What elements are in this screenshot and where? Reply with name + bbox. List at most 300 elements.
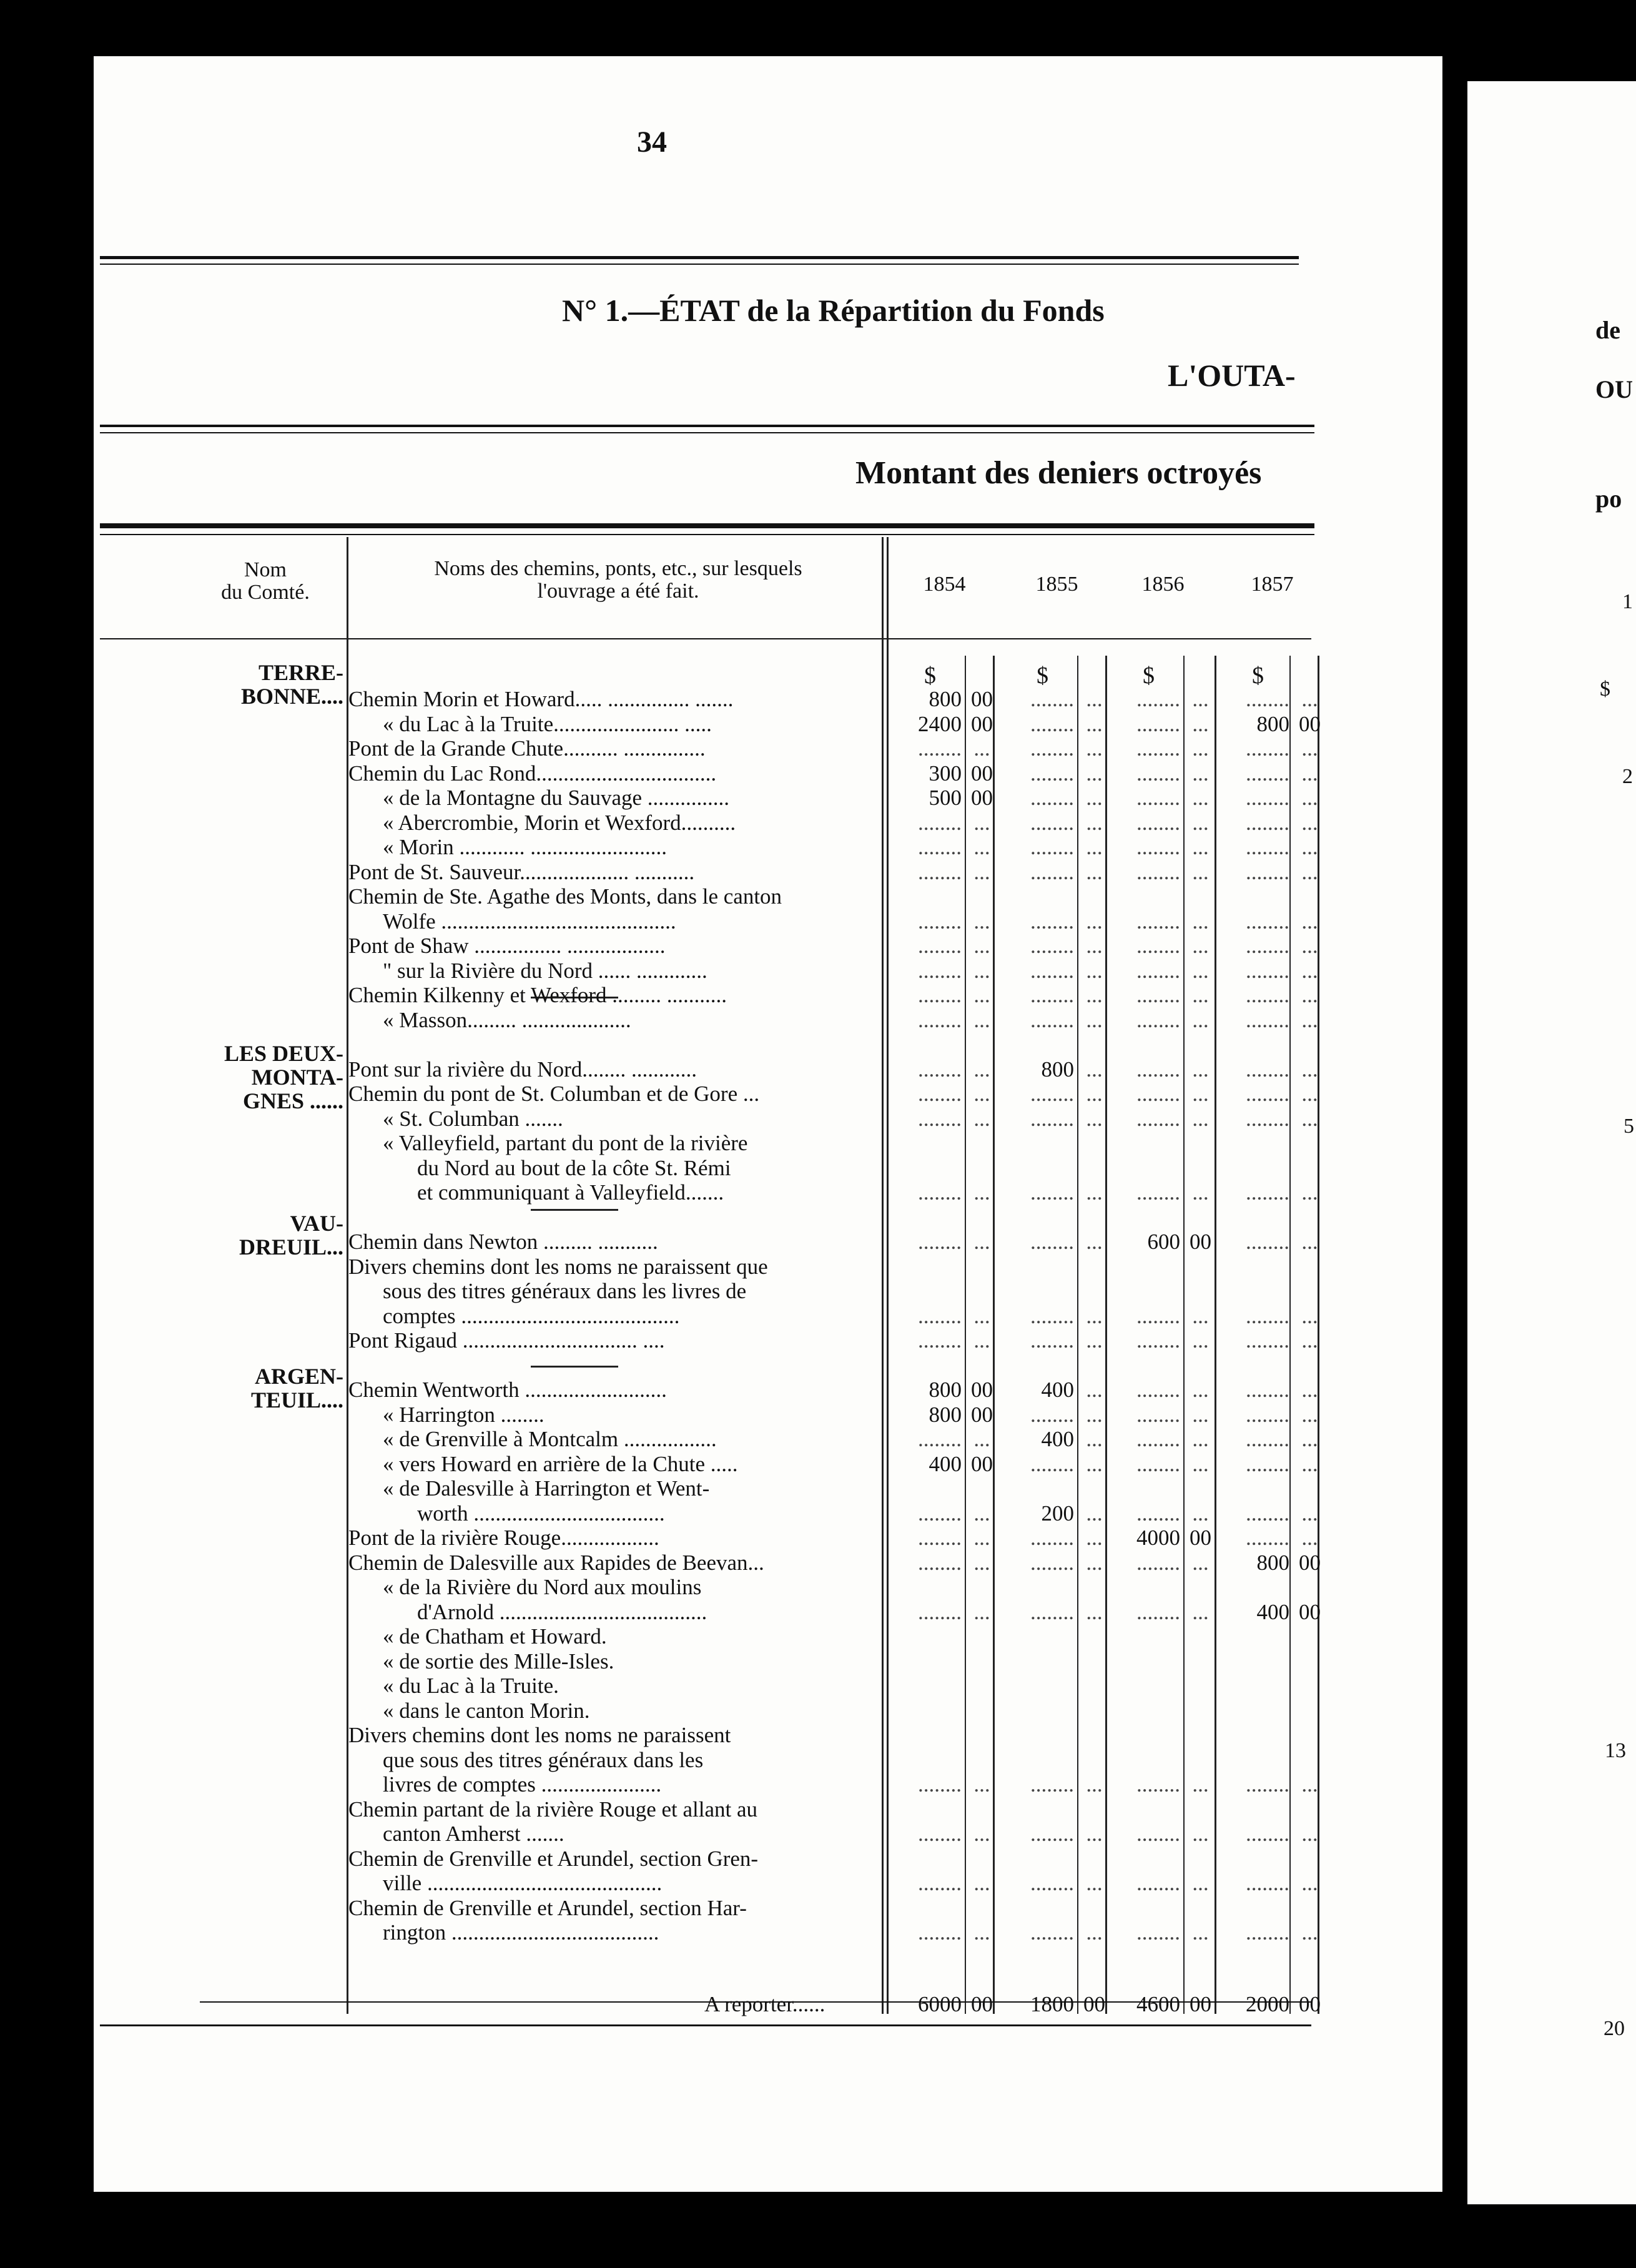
amount-cents: 00 — [971, 1402, 993, 1427]
amount-cents: ... — [1301, 958, 1318, 983]
amount-dollars: ........ — [918, 1230, 962, 1254]
table-row — [261, 1131, 1248, 1155]
work-description: « vers Howard en arrière de la Chute ..... — [383, 1451, 738, 1476]
amount-cents: ... — [1301, 1501, 1318, 1526]
work-description: « de Chatham et Howard. — [383, 1624, 607, 1649]
amount-dollars: ........ — [1246, 859, 1289, 884]
amount-cents: ... — [1086, 1057, 1103, 1082]
dollar-sign: $ — [924, 663, 936, 689]
work-description: « du Lac à la Truite....................... ..... — [383, 711, 712, 736]
amount-cents: ... — [1192, 1057, 1209, 1082]
amount-cents: ... — [1086, 810, 1103, 835]
table-row — [261, 1896, 1248, 1920]
amount-dollars: ........ — [1136, 1772, 1180, 1797]
amount-dollars: ........ — [1246, 1106, 1289, 1131]
amount-dollars: ........ — [1246, 687, 1289, 711]
right-page-fragment: $ — [1600, 678, 1610, 701]
amount-cents: ... — [1192, 1451, 1209, 1476]
amount-dollars: ........ — [1030, 835, 1074, 859]
work-description: comptes ........................................ — [383, 1303, 680, 1328]
amount-cents: ... — [1192, 1822, 1209, 1846]
amount-cents: ... — [1301, 1871, 1318, 1895]
amount-cents: ... — [1086, 1772, 1103, 1797]
amount-cents: ... — [1192, 1427, 1209, 1451]
work-description: du Nord au bout de la côte St. Rémi — [417, 1155, 731, 1180]
amount-cents: ... — [1086, 1303, 1103, 1328]
work-description: rington ...................................... — [383, 1920, 659, 1945]
amount-dollars: ........ — [1246, 983, 1289, 1007]
amount-dollars: ........ — [1246, 1402, 1289, 1427]
amount-dollars: ........ — [1136, 1082, 1180, 1106]
amount-dollars: ........ — [1246, 1328, 1289, 1353]
table-row — [261, 810, 1318, 835]
amount-dollars: ........ — [918, 1082, 962, 1106]
amount-dollars: ........ — [1136, 687, 1180, 711]
amount-dollars: ........ — [918, 1550, 962, 1575]
header-year-1856: 1856 — [1141, 573, 1185, 596]
table-row — [261, 1230, 1318, 1254]
amount-cents: ... — [1086, 687, 1103, 711]
amount-dollars: ........ — [1136, 1427, 1180, 1451]
header-year-1855: 1855 — [1035, 573, 1078, 596]
table-row — [261, 761, 1318, 786]
amount-dollars: ........ — [1246, 1822, 1289, 1846]
amount-dollars: ........ — [1136, 1822, 1180, 1846]
amount-cents: 00 — [1299, 711, 1321, 736]
amount-cents: 00 — [971, 1451, 993, 1476]
right-page-fragment: 13 — [1605, 1739, 1626, 1762]
amount-cents: 00 — [971, 786, 993, 810]
total-cents: 00 — [971, 1992, 993, 2016]
amount-dollars: ........ — [918, 1526, 962, 1550]
amount-cents: ... — [1192, 835, 1209, 859]
right-page-fragment: 20 — [1604, 2017, 1625, 2040]
amount-cents: ... — [973, 1007, 990, 1032]
amount-dollars: 400 — [929, 1451, 962, 1476]
amount-cents: ... — [1301, 1772, 1318, 1797]
county-name: TERRE- BONNE.... — [240, 660, 343, 709]
amount-cents: ... — [973, 909, 990, 934]
amount-dollars: ........ — [918, 958, 962, 983]
amount-dollars: ........ — [1030, 1871, 1074, 1895]
amount-dollars: ........ — [1030, 1920, 1074, 1945]
amount-cents: ... — [1086, 934, 1103, 958]
amount-cents: 00 — [1190, 1526, 1211, 1550]
amount-dollars: ........ — [1030, 1526, 1074, 1550]
amount-dollars: ........ — [1136, 810, 1180, 835]
amount-dollars: ........ — [1246, 1451, 1289, 1476]
amount-cents: ... — [1301, 835, 1318, 859]
amount-dollars: ........ — [1030, 687, 1074, 711]
amount-dollars: ........ — [918, 1057, 962, 1082]
amount-dollars: 800 — [1256, 711, 1289, 736]
amount-cents: ... — [1192, 1871, 1209, 1895]
amount-cents: ... — [1192, 1550, 1209, 1575]
work-description: Pont de Shaw ................ .................. — [348, 934, 666, 958]
table-row — [261, 909, 1318, 934]
amount-dollars: ........ — [1030, 810, 1074, 835]
amount-cents: ... — [1192, 1501, 1209, 1526]
amount-dollars: ........ — [918, 835, 962, 859]
work-description: Wolfe ........................................... — [383, 909, 676, 934]
amount-dollars: 800 — [1041, 1057, 1074, 1082]
amount-dollars: 2400 — [918, 711, 962, 736]
amount-dollars: ........ — [1246, 1871, 1289, 1895]
amount-dollars: ........ — [1246, 1427, 1289, 1451]
table-row — [261, 1748, 1248, 1772]
amount-cents: ... — [1192, 761, 1209, 786]
amount-cents: ... — [1192, 786, 1209, 810]
table-row — [261, 736, 1318, 761]
work-description: Chemin du Lac Rond................................. — [348, 761, 717, 786]
amount-cents: ... — [1192, 1082, 1209, 1106]
amount-dollars: ........ — [1030, 958, 1074, 983]
amount-cents: ... — [1301, 1328, 1318, 1353]
title-rule-thin — [100, 432, 1314, 433]
table-title: N° 1.—ÉTAT de la Répartition du Fonds — [562, 293, 1105, 328]
amount-cents: ... — [1086, 1402, 1103, 1427]
amount-dollars: ........ — [1136, 1328, 1180, 1353]
amount-cents: ... — [1301, 1427, 1318, 1451]
amount-dollars: ........ — [1030, 1007, 1074, 1032]
table-row — [261, 1279, 1248, 1303]
amount-cents: ... — [1192, 1180, 1209, 1205]
amount-cents: ... — [1301, 1057, 1318, 1082]
amount-cents: ... — [973, 835, 990, 859]
amount-dollars: ........ — [918, 983, 962, 1007]
amount-dollars: ........ — [918, 1822, 962, 1846]
table-row — [261, 687, 1318, 711]
table-row — [261, 1501, 1318, 1526]
work-description: Chemin du pont de St. Columban et de Gore ... — [348, 1082, 760, 1106]
amount-dollars: ........ — [1030, 1230, 1074, 1254]
work-description: « de Dalesville à Harrington et Went- — [383, 1476, 710, 1501]
amount-dollars: ........ — [1030, 761, 1074, 786]
amount-cents: ... — [1301, 1920, 1318, 1945]
work-description: « de sortie des Mille-Isles. — [383, 1649, 614, 1674]
amount-cents: ... — [973, 1230, 990, 1254]
amount-dollars: 300 — [929, 761, 962, 786]
amount-dollars: 600 — [1147, 1230, 1180, 1254]
amount-cents: ... — [1301, 1180, 1318, 1205]
table-row — [261, 1007, 1318, 1032]
amount-cents: ... — [1192, 1106, 1209, 1131]
amount-dollars: ........ — [1136, 1303, 1180, 1328]
work-description: worth ................................... — [417, 1501, 665, 1526]
amount-dollars: ........ — [1030, 736, 1074, 761]
amount-cents: ... — [1086, 1106, 1103, 1131]
amount-dollars: ........ — [1136, 1180, 1180, 1205]
amount-cents: ... — [1086, 1501, 1103, 1526]
amount-cents: ... — [1086, 983, 1103, 1007]
amount-cents: ... — [1086, 786, 1103, 810]
amount-cents: ... — [1301, 1303, 1318, 1328]
amount-cents: ... — [973, 1106, 990, 1131]
amount-cents: ... — [1086, 1451, 1103, 1476]
amount-dollars: ........ — [918, 1427, 962, 1451]
county-name: ARGEN- TEUIL.... — [250, 1364, 343, 1413]
amount-cents: ... — [1192, 909, 1209, 934]
work-description: « de Grenville à Montcalm ................. — [383, 1427, 717, 1451]
amount-cents: ... — [1192, 1920, 1209, 1945]
table-row — [261, 1772, 1318, 1797]
amount-dollars: ........ — [1136, 1920, 1180, 1945]
amount-dollars: ........ — [1246, 835, 1289, 859]
amount-dollars: ........ — [1136, 983, 1180, 1007]
header-rule-thick — [100, 523, 1314, 528]
amount-dollars: ........ — [1246, 1057, 1289, 1082]
amount-dollars: ........ — [1136, 1550, 1180, 1575]
amount-dollars: ........ — [1136, 958, 1180, 983]
amount-cents: ... — [1192, 736, 1209, 761]
bottom-rule — [100, 2024, 1311, 2026]
amount-dollars: 200 — [1041, 1501, 1074, 1526]
amount-dollars: ........ — [1136, 1599, 1180, 1624]
right-page-fragment: 5 — [1624, 1115, 1634, 1138]
top-rule-thin — [100, 264, 1299, 265]
amount-dollars: ........ — [1030, 1402, 1074, 1427]
table-row — [261, 1822, 1318, 1846]
work-description: Pont de St. Sauveur.................... ........... — [348, 859, 695, 884]
amount-dollars: 4000 — [1136, 1526, 1180, 1550]
amount-cents: ... — [973, 810, 990, 835]
amount-dollars: ........ — [1136, 786, 1180, 810]
amount-dollars: ........ — [918, 1303, 962, 1328]
work-description: « Valleyfield, partant du pont de la rivière — [383, 1131, 748, 1155]
amount-cents: 00 — [1299, 1599, 1321, 1624]
work-description: Chemin Morin et Howard..... ............... ....... — [348, 687, 734, 711]
table-row — [261, 1082, 1318, 1106]
amount-dollars: ........ — [1136, 711, 1180, 736]
total-cents: 00 — [1299, 1992, 1321, 2016]
amount-cents: ... — [1301, 1402, 1318, 1427]
table-row — [261, 1427, 1318, 1451]
table-row — [261, 1575, 1248, 1599]
amount-dollars: ........ — [1030, 1822, 1074, 1846]
work-description: d'Arnold ...................................... — [417, 1599, 707, 1624]
amount-dollars: ........ — [1246, 909, 1289, 934]
amount-cents: ... — [1301, 1007, 1318, 1032]
table-row — [261, 1057, 1318, 1082]
amount-cents: ... — [1192, 1007, 1209, 1032]
amount-cents: ... — [1086, 711, 1103, 736]
amount-dollars: ........ — [1246, 1526, 1289, 1550]
table-row — [261, 1846, 1248, 1871]
amount-cents: ... — [1301, 1822, 1318, 1846]
amount-cents: ... — [973, 1501, 990, 1526]
amount-dollars: ........ — [1246, 736, 1289, 761]
work-description: Divers chemins dont les noms ne paraissent que — [348, 1254, 768, 1279]
table-row — [261, 1599, 1321, 1624]
amount-dollars: ........ — [918, 1106, 962, 1131]
amount-dollars: ........ — [1030, 934, 1074, 958]
total-values — [261, 1992, 1321, 2016]
amount-dollars: ........ — [1246, 934, 1289, 958]
amount-dollars: ........ — [918, 1007, 962, 1032]
amount-cents: ... — [1301, 1526, 1318, 1550]
work-description: sous des titres généraux dans les livres de — [383, 1279, 747, 1303]
amount-dollars: ........ — [1136, 1501, 1180, 1526]
total-cents: 00 — [1083, 1992, 1105, 2016]
column-line — [1289, 656, 1291, 2014]
work-description: Chemin Wentworth .......................... — [348, 1378, 667, 1402]
amount-cents: ... — [1086, 1082, 1103, 1106]
amount-cents: ... — [1192, 958, 1209, 983]
amount-dollars: ........ — [1246, 1082, 1289, 1106]
amount-cents: ... — [973, 859, 990, 884]
work-description: « Masson......... .................... — [383, 1007, 631, 1032]
amount-cents: ... — [973, 1772, 990, 1797]
amount-dollars: ........ — [1136, 1871, 1180, 1895]
amount-cents: 00 — [971, 711, 993, 736]
amount-dollars: 400 — [1041, 1427, 1074, 1451]
amount-dollars: ........ — [1246, 1501, 1289, 1526]
amount-dollars: ........ — [1030, 1106, 1074, 1131]
total-dollars: 6000 — [918, 1992, 962, 2016]
work-description: « St. Columban ....... — [383, 1106, 563, 1131]
table-row — [261, 859, 1318, 884]
work-description: Chemin de Grenville et Arundel, section Har- — [348, 1895, 747, 1920]
dollar-sign: $ — [1143, 663, 1155, 689]
work-description: « dans le canton Morin. — [383, 1698, 590, 1723]
header-works: Noms des chemins, ponts, etc., sur lesquels l'ouvrage a été fait. — [434, 557, 802, 603]
amount-cents: ... — [1086, 1822, 1103, 1846]
amount-cents: ... — [1086, 1599, 1103, 1624]
amount-cents: ... — [1086, 1378, 1103, 1402]
table-row — [261, 1797, 1248, 1822]
table-row — [261, 1476, 1248, 1501]
amount-cents: 00 — [971, 761, 993, 786]
total-dollars: 2000 — [1246, 1992, 1289, 2016]
amount-dollars: ........ — [918, 810, 962, 835]
amount-cents: ... — [973, 1871, 990, 1895]
amount-dollars: ........ — [1136, 835, 1180, 859]
header-county: Nom du Comté. — [221, 558, 310, 604]
amount-cents: ... — [1301, 786, 1318, 810]
total-cents: 00 — [1190, 1992, 1211, 2016]
amount-cents: ... — [973, 1082, 990, 1106]
amount-dollars: ........ — [1030, 859, 1074, 884]
work-description: « de la Rivière du Nord aux moulins — [383, 1575, 702, 1599]
amount-cents: ... — [1086, 1550, 1103, 1575]
amount-dollars: ........ — [1246, 1230, 1289, 1254]
amount-dollars: ........ — [1030, 1082, 1074, 1106]
table-row — [261, 1723, 1248, 1747]
amount-cents: ... — [1192, 1772, 1209, 1797]
amount-dollars: 800 — [929, 1402, 962, 1427]
amount-cents: ... — [1301, 983, 1318, 1007]
table-row — [261, 1674, 1248, 1698]
amount-cents: ... — [973, 736, 990, 761]
amount-dollars: 400 — [1041, 1378, 1074, 1402]
amount-dollars: ........ — [918, 1772, 962, 1797]
amount-cents: ... — [1086, 761, 1103, 786]
table-row — [261, 1526, 1318, 1550]
amount-cents: ... — [1301, 1451, 1318, 1476]
right-page-fragment: po — [1595, 485, 1622, 513]
table-row — [261, 1871, 1318, 1895]
title-rule — [100, 425, 1314, 427]
table-row — [261, 1402, 1318, 1427]
amount-cents: ... — [973, 1599, 990, 1624]
amount-cents: ... — [1086, 1180, 1103, 1205]
amount-dollars: ........ — [918, 1501, 962, 1526]
work-description: Pont sur la rivière du Nord........ ............ — [348, 1057, 697, 1082]
amount-cents: ... — [973, 1057, 990, 1082]
work-description: Chemin de Grenville et Arundel, section Gren- — [348, 1846, 759, 1871]
amount-cents: ... — [973, 934, 990, 958]
table-row — [261, 1451, 1318, 1476]
amount-dollars: ........ — [1030, 909, 1074, 934]
amount-dollars: ........ — [1136, 1007, 1180, 1032]
amount-dollars: ........ — [1136, 1451, 1180, 1476]
work-description: « du Lac à la Truite. — [383, 1674, 559, 1698]
amount-dollars: ........ — [918, 1871, 962, 1895]
amount-dollars: ........ — [1246, 958, 1289, 983]
table-row — [261, 1205, 1248, 1230]
amount-cents: ... — [973, 1920, 990, 1945]
table-row — [261, 1156, 1248, 1180]
amount-dollars: ........ — [1246, 1007, 1289, 1032]
amount-cents: ... — [973, 1427, 990, 1451]
amount-dollars: ........ — [1030, 1599, 1074, 1624]
table-row — [261, 934, 1318, 958]
amount-cents: ... — [1192, 983, 1209, 1007]
dollar-sign: $ — [1037, 663, 1048, 689]
work-description: Chemin de Dalesville aux Rapides de Beevan... — [348, 1550, 764, 1575]
table-row — [261, 983, 1318, 1007]
amount-dollars: 400 — [1256, 1599, 1289, 1624]
header-rule-thin — [100, 534, 1314, 535]
amount-dollars: ........ — [918, 1920, 962, 1945]
amount-cents: ... — [1301, 810, 1318, 835]
work-description: Pont de la rivière Rouge.................. — [348, 1526, 659, 1550]
amount-cents: ... — [1086, 909, 1103, 934]
work-description: livres de comptes ...................... — [383, 1772, 662, 1797]
amount-dollars: ........ — [1136, 761, 1180, 786]
work-description: et communiquant à Valleyfield....... — [417, 1180, 724, 1205]
work-description: Chemin Kilkenny et Wexford ......... ........... — [348, 983, 727, 1007]
amount-cents: ... — [973, 1550, 990, 1575]
amount-dollars: 800 — [1256, 1550, 1289, 1575]
table-row — [261, 1649, 1248, 1674]
amount-dollars: ........ — [1246, 1303, 1289, 1328]
work-description: canton Amherst ....... — [383, 1822, 564, 1846]
amount-dollars: ........ — [1030, 786, 1074, 810]
table-row — [261, 1699, 1248, 1723]
amount-dollars: ........ — [1030, 711, 1074, 736]
amount-cents: ... — [1301, 761, 1318, 786]
amount-cents: ... — [1192, 711, 1209, 736]
amount-dollars: ........ — [1030, 1550, 1074, 1575]
work-description: Pont de la Grande Chute.......... ............... — [348, 736, 706, 761]
table-row — [261, 711, 1321, 736]
work-description: « de la Montagne du Sauvage ............... — [383, 786, 730, 810]
total-dollars: 4600 — [1136, 1992, 1180, 2016]
work-description: « Harrington ........ — [383, 1402, 545, 1427]
amount-dollars: ........ — [1030, 1303, 1074, 1328]
total-label: A reporter...... — [704, 1992, 825, 2016]
work-description: « Morin ............ ......................... — [383, 835, 667, 859]
amount-cents: ... — [1086, 958, 1103, 983]
amount-dollars: ........ — [918, 909, 962, 934]
table-row — [261, 1353, 1248, 1378]
subtitle: Montant des deniers octroyés — [855, 455, 1262, 491]
amount-dollars: ........ — [1246, 1180, 1289, 1205]
table-row — [261, 835, 1318, 859]
amount-cents: ... — [973, 1328, 990, 1353]
amount-cents: ... — [973, 983, 990, 1007]
